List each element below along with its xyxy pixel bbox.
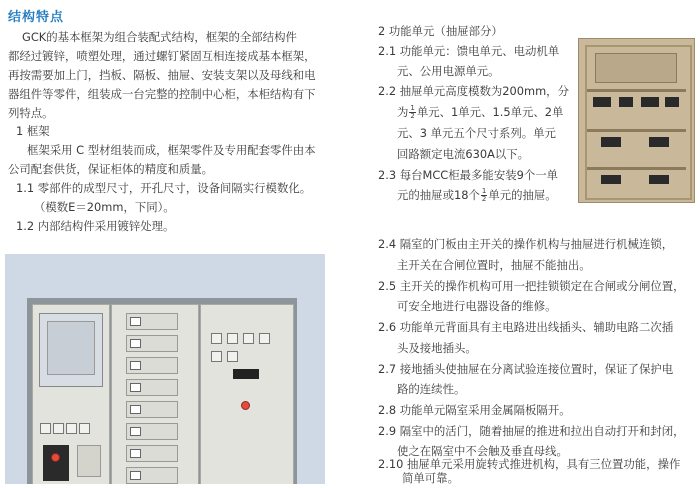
intro-line-4: 器组件等零件，组装成一台完整的控制中心柜，本柜结构有下 — [8, 87, 316, 101]
item-2-5-line-1: 2.5 主开关的操作机构可用一把挂锁锁定在合闸或分闸位置， — [378, 279, 685, 293]
section-heading: 结构特点 — [8, 10, 65, 25]
item-1-1: 1.1 零部件的成型尺寸，开孔尺寸，设备间隔实行模数化。 — [16, 181, 312, 195]
section-1-body-1: 框架采用 C 型材组装而成，框架零件及专用配套零件由本 — [27, 143, 316, 157]
item-2-9-line-2: 使之在隔室中不会触及垂直母线。 — [397, 444, 568, 458]
section-2-title: 2 功能单元（抽屉部分） — [378, 24, 503, 38]
half-fraction: $\frac{1}{2}$ — [481, 187, 487, 203]
half-fraction: $\frac{1}{2}$ — [410, 104, 415, 120]
item-2-7-line-2: 路的连续性。 — [397, 382, 466, 396]
item-2-7-line-1: 2.7 接地插头使抽屉在分离试验连接位置时，保证了保护电 — [378, 362, 674, 376]
section-1-body-2: 公司配套供货，保证柜体的精度和质量。 — [8, 162, 214, 176]
item-2-3-line-1: 2.3 每台MCC柜最多能安装9个一单 — [378, 168, 559, 182]
intro-line-2: 都经过镀锌，喷塑处理，通过螺钉紧固互相连接成基本框架， — [8, 49, 316, 63]
item-1-2: 1.2 内部结构件采用镀锌处理。 — [16, 219, 175, 233]
intro-line-3: 再按需要加上门，挡板、隔板、抽屉、安装支架以及母线和电 — [8, 68, 316, 82]
item-2-6-line-2: 头及接地插头。 — [397, 341, 477, 355]
item-2-2-line-2: 为 $\frac{1}{2}$ 单元、1单元、1.5单元、2单 — [397, 104, 564, 120]
item-2-2-line-1: 2.2 抽屉单元高度模数为200mm，分 — [378, 84, 569, 98]
item-2-10-line-2: 简单可靠。 — [402, 471, 459, 485]
item-2-9-line-1: 2.9 隔室中的活门，随着抽屉的推进和拉出自动打开和封闭， — [378, 424, 685, 438]
item-2-1-line-1: 2.1 功能单元：馈电单元、电动机单 — [378, 44, 560, 58]
cabinet-photo — [5, 254, 325, 484]
item-2-6-line-1: 2.6 功能单元背面具有主电路进出线插头、辅助电路二次插 — [378, 320, 674, 334]
item-2-3-line-2: 元的抽屉或18个 $\frac{1}{2}$ 单元的抽屉。 — [397, 187, 557, 203]
item-2-5-line-2: 可安全地进行电器设备的维修。 — [397, 299, 557, 313]
intro-line-1: GCK的基本框架为组合装配式结构，框架的全部结构件 — [22, 30, 297, 44]
item-2-4-line-2: 主开关在合闸位置时，抽屉不能抽出。 — [397, 258, 591, 272]
item-1-1-note: （模数E＝20mm，下同）。 — [34, 200, 175, 214]
drawer-interior-photo — [578, 38, 695, 203]
item-2-4-line-1: 2.4 隔室的门板由主开关的操作机构与抽屉进行机械连锁， — [378, 237, 674, 251]
section-1-title: 1 框架 — [16, 124, 50, 138]
item-2-8: 2.8 功能单元隔室采用金属隔板隔开。 — [378, 403, 571, 417]
intro-line-5: 列特点。 — [8, 106, 54, 120]
item-2-10-line-1: 2.10 抽屉单元采用旋转式推进机构，具有三位置功能，操作 — [378, 457, 681, 471]
item-2-2-line-3: 元、3 单元五个尺寸系列。单元 — [397, 126, 556, 140]
item-2-2-line-4: 回路额定电流630A以下。 — [397, 147, 530, 161]
item-2-1-line-2: 元、公用电源单元。 — [397, 64, 500, 78]
